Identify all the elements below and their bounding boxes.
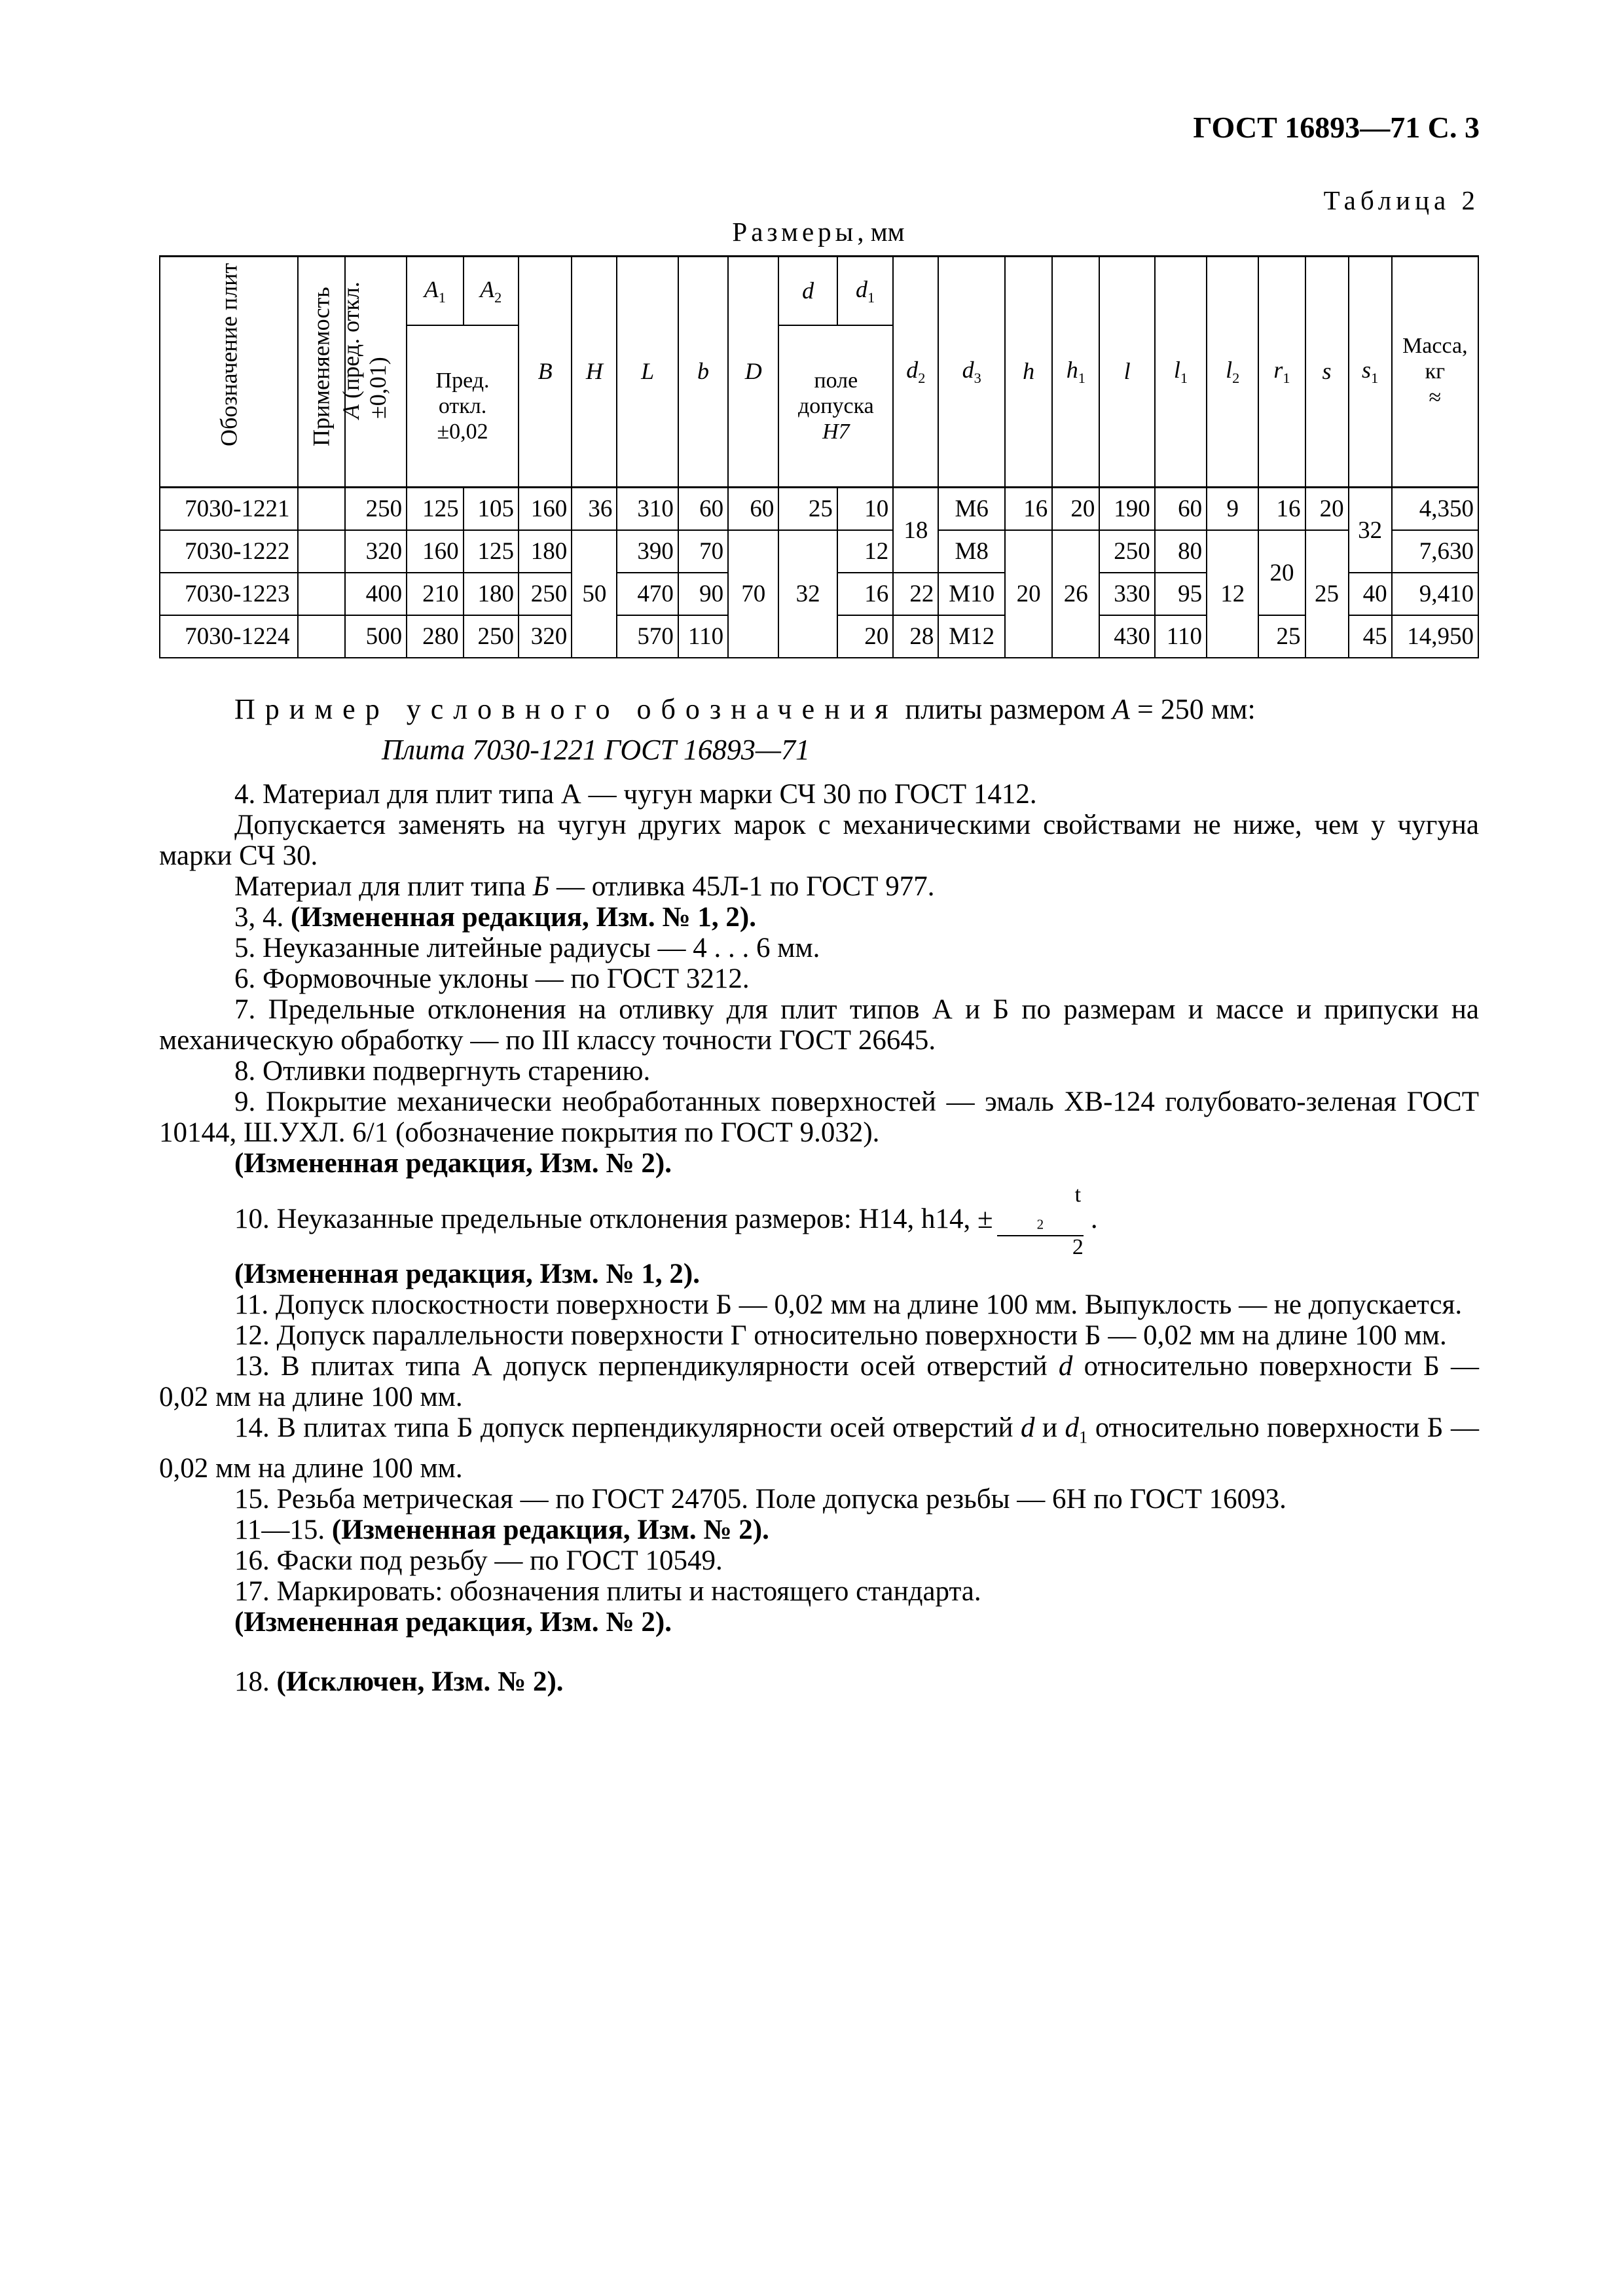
amendment-17: (Измененная редакция, Изм. № 2). <box>234 1606 672 1638</box>
table-row: 7030-1224 500 280 250 320 570 110 20 28 M12 430 110 25 45 14,950 <box>160 615 1478 658</box>
col-header-mass: Масса, кг ≈ <box>1392 257 1478 488</box>
clause-6: 6. Формовочные уклоны — по ГОСТ 3212. <box>234 963 750 994</box>
col-header-l1: $l_1$ <box>1155 257 1207 488</box>
col-header-A2: $A_2$ <box>464 257 519 326</box>
col-header-designation: Обозначение плит <box>160 257 298 488</box>
amendment-10: (Измененная редакция, Изм. № 1, 2). <box>234 1259 700 1290</box>
designation-example-value: Плита 7030-1221 ГОСТ 16893—71 <box>381 734 811 766</box>
clause-18: 18. (Исключен, Изм. № 2). <box>234 1666 564 1697</box>
col-header-d2: $d_2$ <box>893 257 938 488</box>
col-header-r1: $r_1$ <box>1258 257 1305 488</box>
amendment-9: (Измененная редакция, Изм. № 2). <box>234 1148 672 1179</box>
fraction-t2-over-2: t $_2$ 2 <box>997 1184 1084 1259</box>
clause-8: 8. Отливки подвергнуть старению. <box>234 1056 651 1086</box>
col-header-applicability: Применяемость <box>298 257 344 488</box>
clause-15: 15. Резьба метрическая — по ГОСТ 24705. Поле допуска резьбы — 6Н по ГОСТ 16093. <box>234 1483 1286 1515</box>
clause-11: 11. Допуск плоскостности поверхности Б — 0,02 мм на длине 100 мм. Выпуклость — не допускается. <box>234 1289 1463 1321</box>
table-caption <box>655 216 982 247</box>
col-header-A: А (пред. откл. ±0,01) <box>345 257 407 488</box>
col-header-l: l <box>1099 257 1154 488</box>
clause-17: 17. Маркировать: обозначения плиты и настоящего стандарта. <box>234 1575 981 1607</box>
clause-4: 4. Материал для плит типа А — чугун марки СЧ 30 по ГОСТ 1412. <box>234 779 1037 810</box>
col-header-l2: $l_2$ <box>1207 257 1258 488</box>
col-header-d: d <box>778 257 837 326</box>
clause-4-type-b: Материал для плит типа Б — отливка 45Л-1 по ГОСТ 977. <box>234 871 935 902</box>
page-header: ГОСТ 16893—71 С. 3 <box>1193 111 1480 144</box>
table-label: Таблица 2 <box>1323 185 1480 215</box>
col-header-B: B <box>519 257 572 488</box>
col-header-d3: $d_3$ <box>938 257 1005 488</box>
clause-5: 5. Неуказанные литейные радиусы — 4 . . . 6 мм. <box>234 933 820 963</box>
col-header-A1: $A_1$ <box>407 257 463 326</box>
clause-12: 12. Допуск параллельности поверхности Г относительно поверхности Б — 0,02 мм на длине 100 мм. <box>234 1320 1447 1352</box>
col-header-pred-tol: Пред. откл. ±0,02 <box>407 325 519 487</box>
col-header-L: L <box>617 257 678 488</box>
caption-spaced: Размеры <box>732 217 858 247</box>
col-header-s1: $s_1$ <box>1349 257 1392 488</box>
clauses-text <box>159 779 1479 1697</box>
table-row: 7030-1222 320 160 125 180 50 390 70 70 32 12 M8 20 26 250 80 12 20 25 7,630 <box>160 530 1478 573</box>
col-header-h: h <box>1005 257 1052 488</box>
amendment-11-15: 11—15. (Измененная редакция, Изм. № 2). <box>234 1514 769 1545</box>
clause-9: 9. Покрытие механически необработанных поверхностей — эмаль ХВ-124 голубовато-зеленая ГОСТ 10144, Ш.УХЛ. 6/1 (обозначение покрытия по ГОСТ 9.032). <box>159 1086 1479 1148</box>
amendment-3-4: 3, 4. (Измененная редакция, Изм. № 1, 2). <box>234 902 756 933</box>
table-row: 7030-1221 250 125 105 160 36 310 60 60 25 10 18 M6 16 20 190 60 9 16 20 32 4,350 <box>160 488 1478 531</box>
col-header-h1: $h_1$ <box>1052 257 1099 488</box>
clause-13: 13. В плитах типа А допуск перпендикулярности осей отверстий d относительно поверхности Б — 0,02 мм на длине 100 мм. <box>159 1351 1479 1413</box>
dimensions-table <box>159 255 1479 658</box>
col-header-b: b <box>678 257 728 488</box>
col-header-tolerance-field: поле допуска H7 <box>778 325 893 487</box>
clause-10: 10. Неуказанные предельные отклонения размеров: H14, h14, ± t $_2$ 2 . <box>234 1183 1098 1260</box>
col-header-d1: $d_1$ <box>837 257 893 326</box>
clause-7: 7. Предельные отклонения на отливку для плит типов А и Б по размерам и массе и припуски на механическую обработку — по III классу точности ГОСТ 26645. <box>159 994 1479 1056</box>
col-header-D: D <box>728 257 778 488</box>
caption-unit: , мм <box>857 217 905 247</box>
col-header-H: H <box>572 257 617 488</box>
table-row: 7030-1223 400 210 180 250 470 90 16 22 M10 330 95 40 9,410 <box>160 573 1478 615</box>
designation-example: Пример условного обозначения плиты размером А = 250 мм: <box>234 693 1256 725</box>
clause-4-substitution: Допускается заменять на чугун других марок с механическими свойствами не ниже, чем у чугуна марки СЧ 30. <box>159 810 1479 871</box>
clause-16: 16. Фаски под резьбу — по ГОСТ 10549. <box>234 1545 723 1576</box>
col-header-s: s <box>1305 257 1349 488</box>
clause-14: 14. В плитах типа Б допуск перпендикулярности осей отверстий d и $d_1$ относительно поверхности Б — 0,02 мм на длине 100 мм. <box>159 1412 1479 1484</box>
